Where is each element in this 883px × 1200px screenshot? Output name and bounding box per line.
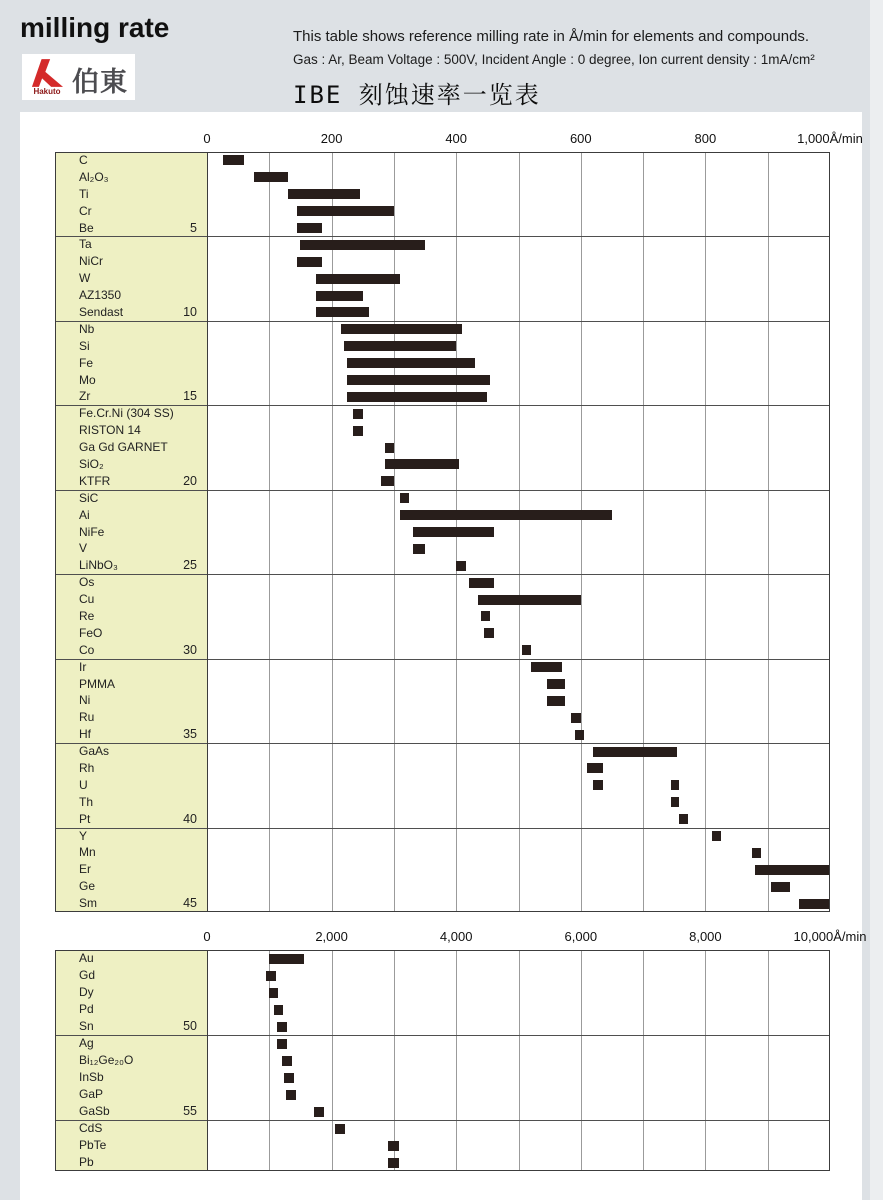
row-label: Ti [79, 186, 89, 201]
axis-tick-label: 1,000Å/min [797, 131, 863, 146]
row-label: FeO [79, 625, 103, 640]
row-label: Mo [79, 372, 96, 387]
row-label: Pt [79, 811, 91, 826]
axis-tick-label: 10,000Å/min [793, 929, 867, 944]
row-label: Dy [79, 985, 94, 999]
page-edge-strip [870, 0, 883, 1200]
axis-tick-label: 400 [445, 131, 468, 146]
row-label: RISTON 14 [79, 423, 141, 438]
row-label: Rh [79, 761, 95, 775]
axis-tick-label: 0 [203, 131, 211, 146]
row-label: PbTe [79, 1138, 107, 1152]
chart-cjk-title: IBE 刻蚀速率一览表 [293, 81, 541, 109]
row-label: Bi₁₂Ge₂₀O [79, 1053, 134, 1067]
group-number: 15 [183, 389, 197, 404]
row-label: W [79, 271, 91, 286]
row-label: Zr [79, 389, 91, 404]
row-label: Sendast [79, 305, 124, 319]
row-label: PMMA [79, 676, 115, 691]
group-number: 55 [183, 1104, 197, 1118]
group-number: 5 [190, 220, 197, 235]
row-label: Os [79, 575, 95, 590]
row-label: Ta [79, 237, 92, 252]
row-label: Sm [79, 896, 97, 911]
row-label: GaSb [79, 1104, 110, 1118]
chart-outline [55, 950, 830, 1171]
row-label: Pd [79, 1002, 94, 1016]
axis-tick-label: 800 [694, 131, 717, 146]
group-number: 45 [183, 896, 197, 911]
row-label: Re [79, 609, 95, 623]
row-label: Be [79, 220, 94, 235]
row-label: Ru [79, 710, 95, 725]
row-label: AZ1350 [79, 288, 122, 303]
group-number: 50 [183, 1019, 197, 1033]
row-label: Fe [79, 355, 94, 370]
row-label: Co [79, 642, 95, 657]
row-label: Sn [79, 1019, 94, 1033]
axis-tick-label: 8,000 [689, 929, 722, 944]
row-label: CdS [79, 1121, 103, 1135]
row-label: GaP [79, 1087, 104, 1101]
row-label: Cr [79, 203, 92, 218]
group-number: 20 [183, 473, 197, 488]
row-label: SiO₂ [79, 457, 104, 471]
row-label: LiNbO₃ [79, 558, 118, 573]
row-label: Ga Gd GARNET [79, 440, 168, 455]
row-label: Ai [79, 507, 90, 522]
row-label: Y [79, 828, 88, 843]
group-number: 35 [183, 727, 197, 742]
row-label: Pb [79, 1155, 94, 1169]
axis-tick-label: 4,000 [439, 929, 473, 944]
row-label: InSb [79, 1070, 104, 1084]
row-label: NiFe [79, 524, 105, 539]
row-label: V [79, 541, 88, 556]
row-label: Fe.Cr.Ni (304 SS) [79, 406, 174, 421]
axis-tick-label: 200 [320, 131, 343, 146]
row-label: SiC [79, 490, 99, 505]
row-label: C [79, 153, 88, 167]
logo-mark-icon [29, 58, 67, 88]
row-label: GaAs [79, 744, 110, 759]
group-number: 25 [183, 558, 197, 573]
row-label: NiCr [79, 254, 103, 269]
header-subtitle [293, 28, 873, 110]
row-label: U [79, 777, 88, 792]
row-label: Ag [79, 1036, 94, 1050]
row-label: Ni [79, 693, 91, 708]
row-label: Mn [79, 845, 96, 860]
axis-tick-label: 0 [203, 929, 211, 944]
row-label: KTFR [79, 473, 111, 488]
row-label: Al₂O₃ [79, 169, 109, 184]
axis-tick-label: 6,000 [564, 929, 598, 944]
row-label: Cu [79, 592, 95, 607]
group-number: 10 [183, 305, 197, 319]
group-number: 40 [183, 811, 197, 826]
page-title: milling rate [20, 12, 170, 43]
row-label: Hf [79, 727, 91, 742]
row-label: Th [79, 794, 94, 809]
row-label: Ge [79, 879, 96, 894]
subtitle-line1: This table shows reference milling rate in Å/min for elements and compounds. [293, 28, 810, 45]
subtitle-line2: Gas : Ar, Beam Voltage : 500V, Incident Angle : 0 degree, Ion current density : 1mA/cm² [293, 52, 815, 67]
row-label: Gd [79, 968, 96, 982]
row-label: Ir [79, 659, 87, 674]
row-label: Nb [79, 321, 95, 336]
axis-tick-label: 600 [569, 131, 592, 146]
logo-cjk-text: 伯東 [72, 67, 128, 97]
hakuto-logo [22, 54, 135, 100]
group-number: 30 [183, 642, 197, 657]
logo-brand-text: Hakuto [33, 87, 61, 96]
row-label: Er [79, 862, 91, 877]
row-label: Au [79, 951, 94, 965]
chart-outline [55, 152, 830, 912]
axis-tick-label: 2,000 [315, 929, 348, 944]
row-label: Si [79, 338, 90, 353]
